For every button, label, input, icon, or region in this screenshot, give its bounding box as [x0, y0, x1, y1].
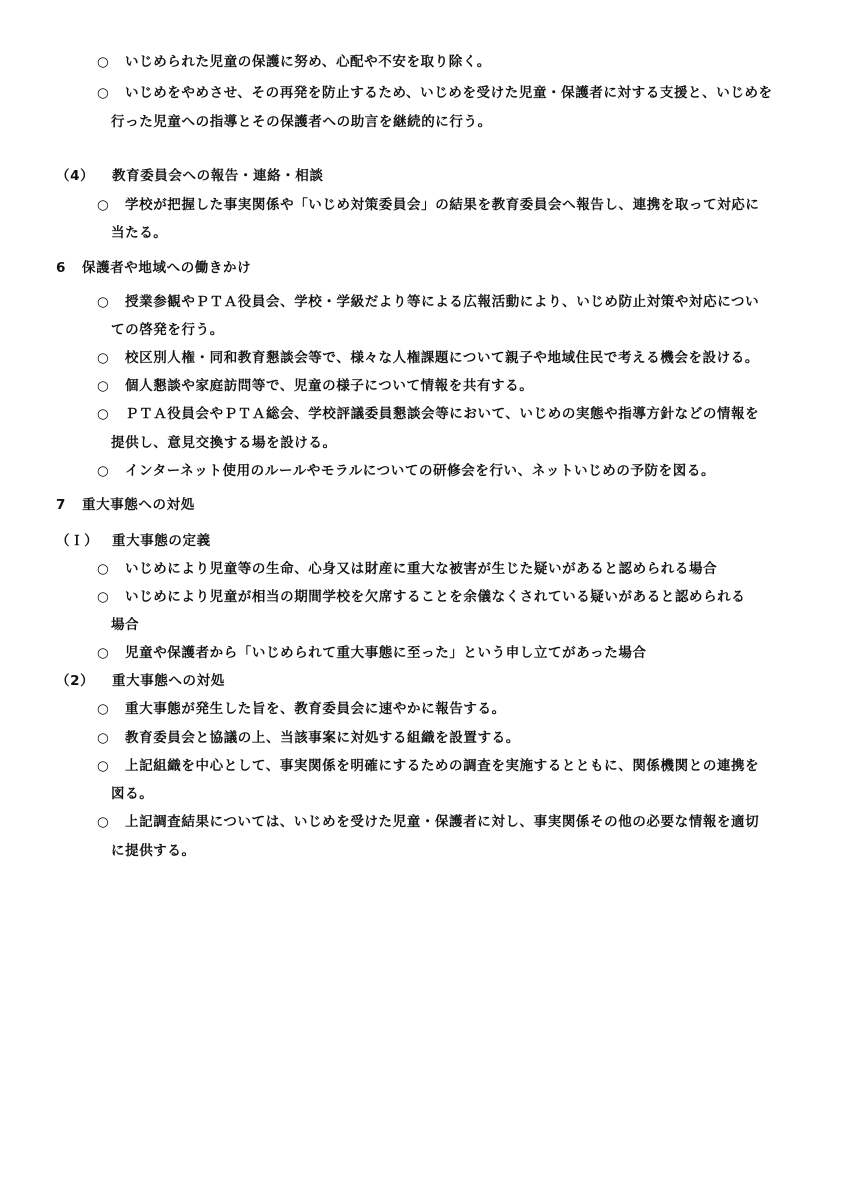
list-item-continuation: ての啓発を行う。: [111, 322, 224, 338]
list-item: ○ いじめをやめさせ、その再発を防止するため、いじめを受けた児童・保護者に対する支援と、いじめを: [97, 85, 773, 101]
list-item: ○ 校区別人権・同和教育懇談会等で、様々な人権課題について親子や地域住民で考える機会を設ける。: [97, 350, 759, 366]
bullet-circle-icon: ○: [97, 350, 110, 366]
bullet-circle-icon: ○: [97, 463, 110, 479]
list-item-continuation: 場合: [111, 617, 140, 633]
bullet-circle-icon: ○: [97, 561, 110, 577]
bullet-circle-icon: ○: [97, 701, 110, 717]
list-item: ○ 児童や保護者から「いじめられて重大事態に至った」という申し立てがあった場合: [97, 645, 647, 661]
list-item-continuation: 図る。: [111, 786, 154, 802]
bullet-circle-icon: ○: [97, 589, 110, 605]
bullet-circle-icon: ○: [97, 378, 110, 394]
bullet-circle-icon: ○: [97, 814, 110, 830]
bullet-circle-icon: ○: [97, 758, 110, 774]
bullet-circle-icon: ○: [97, 197, 110, 213]
list-item-continuation: 行った児童への指導とその保護者への助言を継続的に行う。: [111, 114, 492, 130]
subsection-heading: （Ｉ） 重大事態の定義: [56, 533, 211, 549]
bullet-circle-icon: ○: [97, 85, 110, 101]
bullet-circle-icon: ○: [97, 54, 110, 70]
list-item: ○ 重大事態が発生した旨を、教育委員会に速やかに報告する。: [97, 701, 506, 717]
subsection-heading: （4） 教育委員会への報告・連絡・相談: [56, 168, 324, 184]
list-item: ○ いじめにより児童が相当の期間学校を欠席することを余儀なくされている疑いがあると認められる: [97, 589, 746, 605]
section-heading: 7 重大事態への対処: [56, 497, 195, 513]
list-item: ○ 個人懇談や家庭訪問等で、児童の様子について情報を共有する。: [97, 378, 534, 394]
list-item: ○ ＰＴＡ役員会やＰＴＡ総会、学校評議委員懇談会等において、いじめの実態や指導方針などの情報を: [97, 406, 760, 422]
list-item: ○ 授業参観やＰＴＡ役員会、学校・学級だより等による広報活動により、いじめ防止対策や対応につい: [97, 294, 760, 310]
bullet-circle-icon: ○: [97, 730, 110, 746]
list-item: ○ 学校が把握した事実関係や「いじめ対策委員会」の結果を教育委員会へ報告し、連携を取って対応に: [97, 197, 760, 213]
bullet-circle-icon: ○: [97, 294, 110, 310]
list-item-continuation: 当たる。: [111, 225, 168, 241]
list-item: ○ いじめにより児童等の生命、心身又は財産に重大な被害が生じた疑いがあると認められる場合: [97, 561, 718, 577]
list-item-continuation: に提供する。: [111, 843, 196, 859]
list-item: ○ インターネット使用のルールやモラルについての研修会を行い、ネットいじめの予防を図る。: [97, 463, 716, 479]
bullet-circle-icon: ○: [97, 645, 110, 661]
list-item-continuation: 提供し、意見交換する場を設ける。: [111, 435, 337, 451]
bullet-circle-icon: ○: [97, 406, 110, 422]
list-item: ○ 上記調査結果については、いじめを受けた児童・保護者に対し、事実関係その他の必要な情報を適切: [97, 814, 760, 830]
list-item: ○ 教育委員会と協議の上、当該事案に対処する組織を設置する。: [97, 730, 520, 746]
list-item: ○ 上記組織を中心として、事実関係を明確にするための調査を実施するとともに、関係機関との連携を: [97, 758, 760, 774]
section-heading: 6 保護者や地域への働きかけ: [56, 260, 252, 276]
list-item: ○ いじめられた児童の保護に努め、心配や不安を取り除く。: [97, 54, 491, 70]
subsection-heading: （2） 重大事態への対処: [56, 673, 225, 689]
